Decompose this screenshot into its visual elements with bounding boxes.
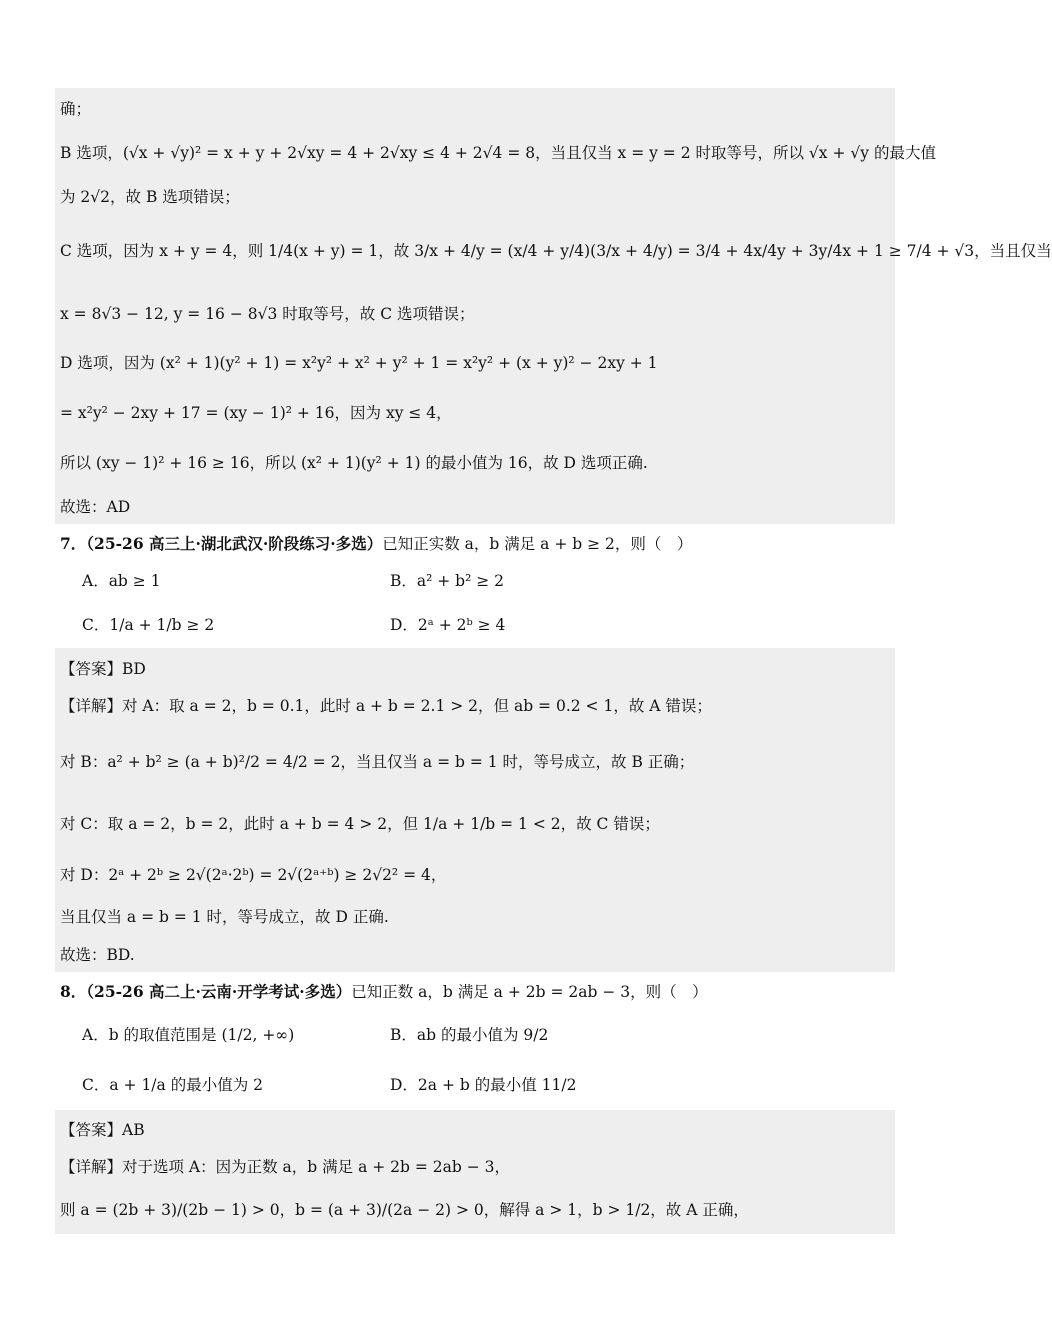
solution-line: D 选项，因为 (x² + 1)(y² + 1) = x²y² + x² + y² + 1 = x²y² + (x + y)² − 2xy + 1 [60, 354, 658, 372]
answer: 【答案】AB [60, 1121, 145, 1139]
option-a: A．ab ≥ 1 [82, 572, 161, 590]
solution-line: 所以 (xy − 1)² + 16 ≥ 16，所以 (x² + 1)(y² + 1) 的最小值为 16，故 D 选项正确. [60, 454, 648, 472]
detail-line: 对 D：2ᵃ + 2ᵇ ≥ 2√(2ᵃ·2ᵇ) = 2√(2ᵃ⁺ᵇ) ≥ 2√2² = 4， [60, 866, 447, 884]
detail-line: 对 C：取 a = 2，b = 2，此时 a + b = 4 > 2，但 1/a + 1/b = 1 < 2，故 C 错误； [60, 815, 660, 833]
solution-line: C 选项，因为 x + y = 4，则 1/4(x + y) = 1，故 3/x + 4/y = (x/4 + y/4)(3/x + 4/y) = 3/4 + 4x/4y + 3y/4x + 1 ≥ 7/4 + √3，当且仅当 [60, 242, 1052, 260]
question-text: 已知正数 a，b 满足 a + 2b = 2ab − 3，则（ ） [351, 983, 708, 1001]
answer: 【答案】BD [60, 660, 146, 678]
question-number: 7． [60, 534, 87, 553]
option-a: A．b 的取值范围是 (1/2, +∞) [82, 1026, 295, 1044]
detail-line: 【详解】对于选项 A：因为正数 a，b 满足 a + 2b = 2ab − 3， [60, 1158, 511, 1176]
option-b: B．a² + b² ≥ 2 [390, 572, 505, 590]
question-source: （25-26 高三上·湖北武汉·阶段练习·多选） [86, 534, 383, 553]
solution-line: 故选：AD [60, 498, 131, 516]
detail-line: 当且仅当 a = b = 1 时，等号成立，故 D 正确. [60, 908, 389, 926]
detail-line: 【详解】对 A：取 a = 2，b = 0.1，此时 a + b = 2.1 > 2，但 ab = 0.2 < 1，故 A 错误； [60, 697, 712, 715]
solution-line: = x²y² − 2xy + 17 = (xy − 1)² + 16，因为 xy ≤ 4， [60, 404, 452, 422]
option-d: D．2a + b 的最小值 11/2 [390, 1076, 577, 1094]
solution-line: B 选项，(√x + √y)² = x + y + 2√xy = 4 + 2√xy ≤ 4 + 2√4 = 8，当且仅当 x = y = 2 时取等号，所以 √x + √y 的最大值 [60, 144, 936, 162]
detail-line: 故选：BD. [60, 946, 135, 964]
question-text: 已知正实数 a，b 满足 a + b ≥ 2，则（ ） [382, 535, 693, 553]
question-8-stem [60, 981, 708, 1003]
solution-line: x = 8√3 − 12, y = 16 − 8√3 时取等号，故 C 选项错误； [60, 305, 475, 323]
question-number: 8． [60, 982, 87, 1001]
detail-line: 则 a = (2b + 3)/(2b − 1) > 0，b = (a + 3)/(2a − 2) > 0，解得 a > 1，b > 1/2，故 A 正确， [60, 1201, 749, 1219]
question-source: （25-26 高二上·云南·开学考试·多选） [86, 982, 352, 1001]
option-c: C．a + 1/a 的最小值为 2 [82, 1076, 263, 1094]
option-d: D．2ᵃ + 2ᵇ ≥ 4 [390, 616, 506, 634]
solution-line: 确； [60, 100, 92, 118]
option-c: C．1/a + 1/b ≥ 2 [82, 616, 215, 634]
detail-line: 对 B：a² + b² ≥ (a + b)²/2 = 4/2 = 2，当且仅当 a = b = 1 时，等号成立，故 B 正确； [60, 753, 695, 771]
option-b: B．ab 的最小值为 9/2 [390, 1026, 549, 1044]
solution-line: 为 2√2，故 B 选项错误； [60, 188, 240, 206]
question-7-stem [60, 533, 692, 555]
